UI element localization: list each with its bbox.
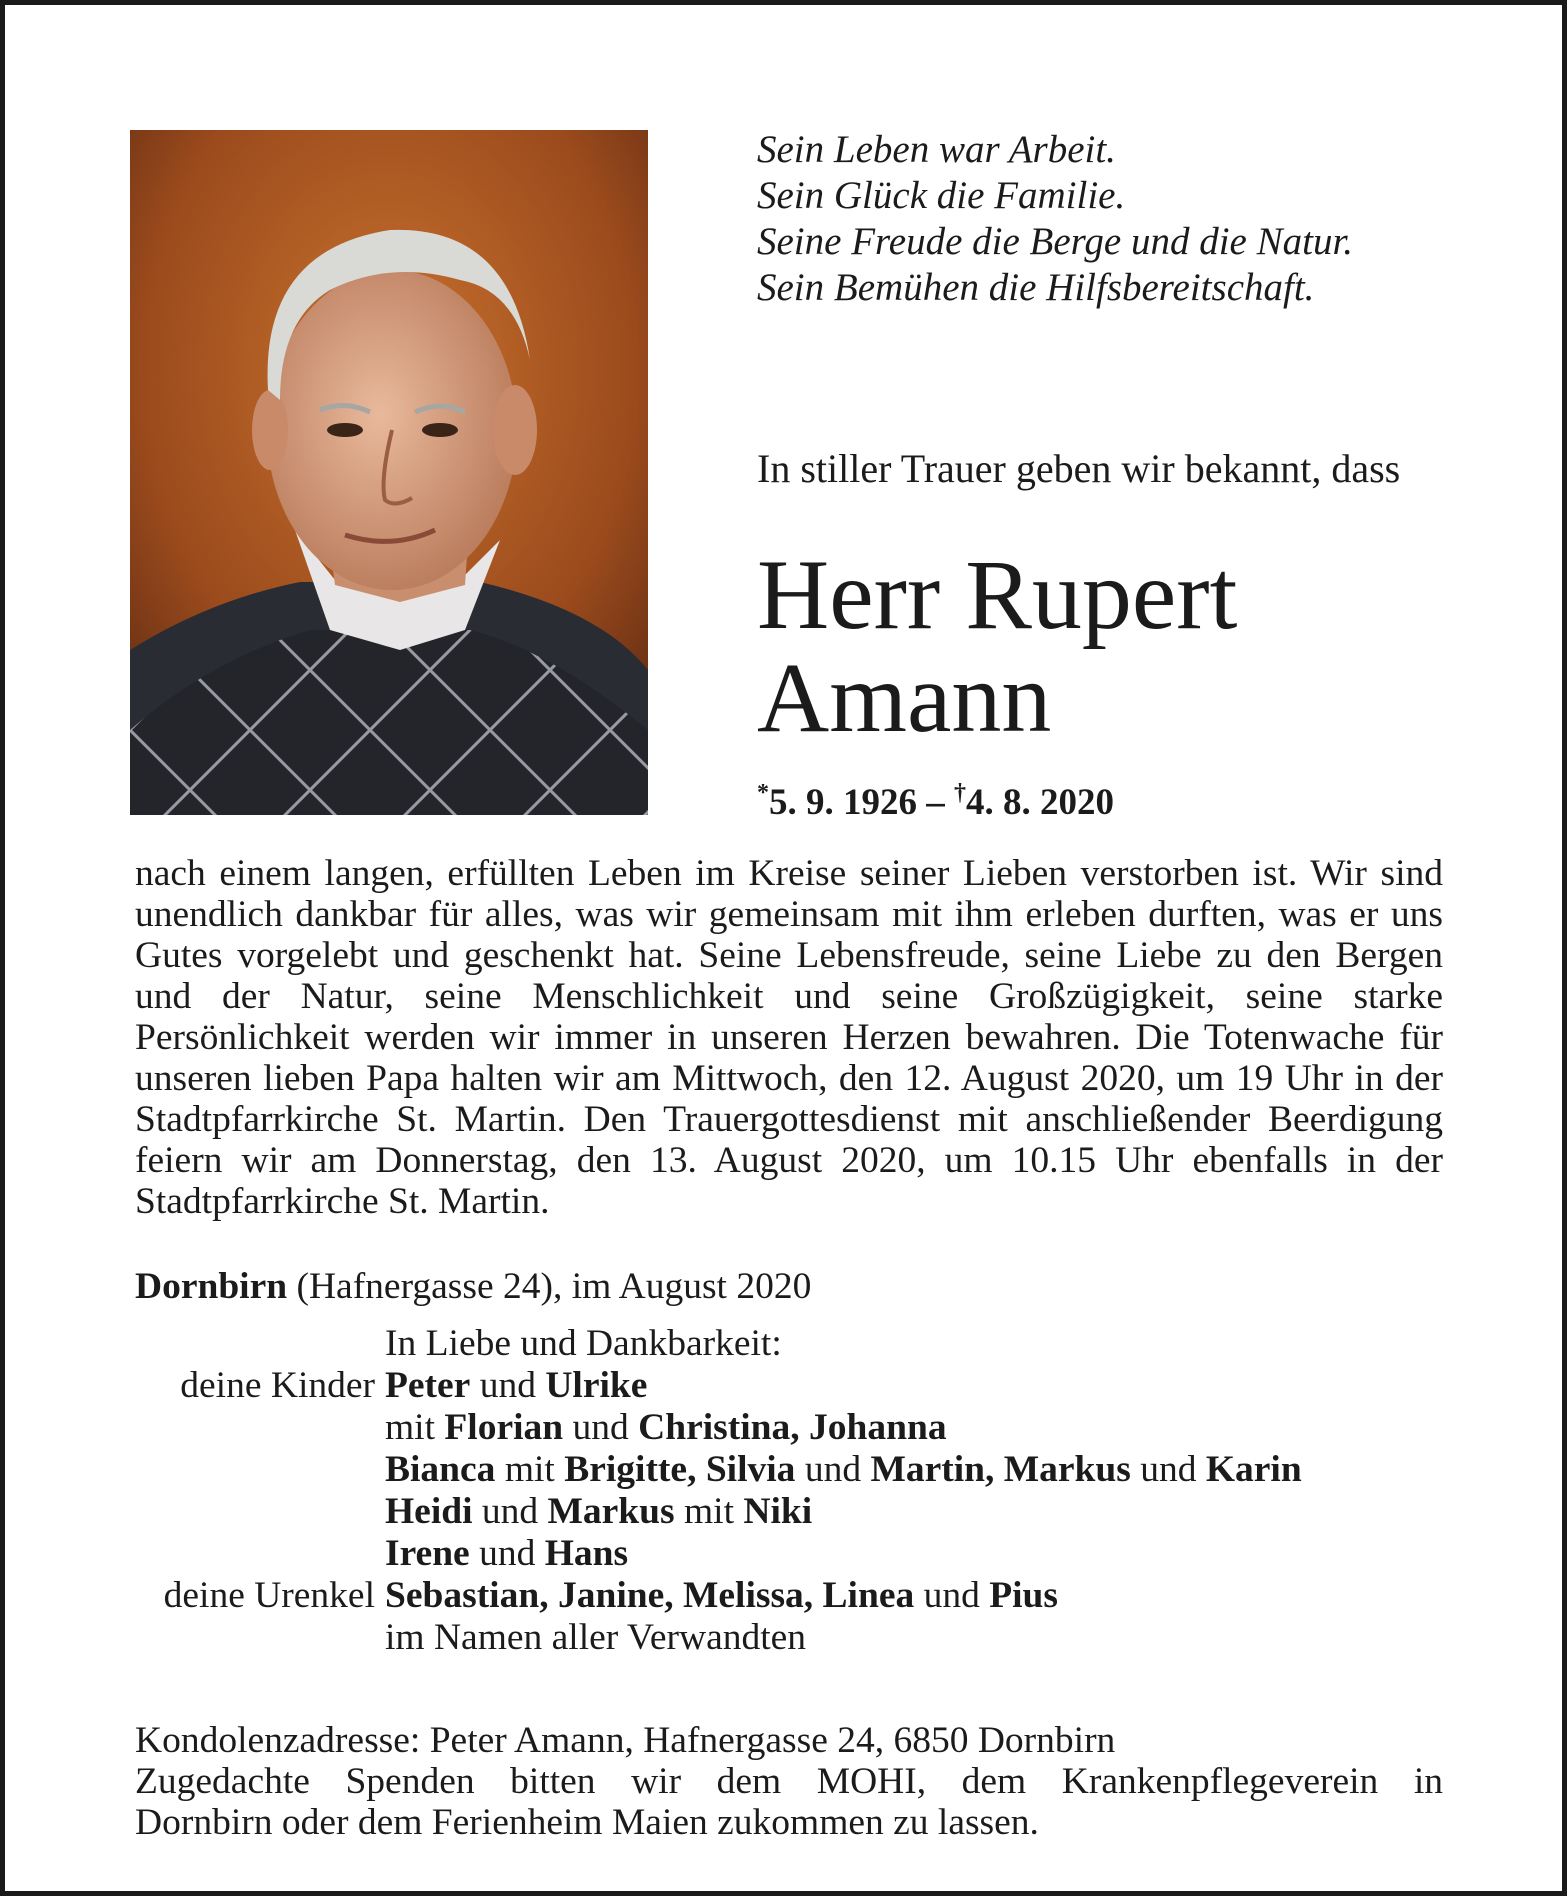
mourners-names: Heidi und Markus mit Niki — [385, 1491, 813, 1532]
place-city: Dornbirn — [135, 1266, 288, 1307]
mourner-name: Heidi — [385, 1491, 473, 1532]
mourners-row — [135, 1533, 1445, 1575]
motto-line: Sein Leben war Arbeit. — [757, 128, 1116, 171]
motto-line: Sein Glück die Familie. — [757, 174, 1126, 217]
mourners-names: Bianca mit Brigitte, Silvia und Martin, Markus und Karin — [385, 1449, 1302, 1490]
birth-date: 5. 9. 1926 — [769, 782, 917, 823]
date-separator: – — [917, 782, 954, 823]
mourners-closing: im Namen aller Verwandten — [385, 1617, 807, 1658]
mourners-names: mit Florian und Christina, Johanna — [385, 1407, 947, 1448]
mourner-name: Ulrike — [545, 1365, 648, 1406]
mourner-name: Markus — [547, 1491, 675, 1532]
mourner-name: Niki — [743, 1491, 813, 1532]
place-and-date — [135, 1265, 811, 1308]
donations-line-2: Dornbirn oder dem Ferienheim Maien zukommen zu lassen. — [135, 1802, 1039, 1843]
motto-verse — [757, 127, 1353, 311]
mourner-name: Sebastian, Janine, Melissa, Linea — [385, 1575, 915, 1616]
mourners-row — [135, 1491, 1445, 1533]
mourner-name: Peter — [385, 1365, 471, 1406]
mourner-name: Martin, Markus — [870, 1449, 1131, 1490]
mourner-name: Florian — [444, 1407, 564, 1448]
death-date: 4. 8. 2020 — [966, 782, 1114, 823]
mourners-names: Peter und Ulrike — [385, 1365, 648, 1406]
mourner-name: Karin — [1205, 1449, 1302, 1490]
mourners-names: Irene und Hans — [385, 1533, 629, 1574]
mourners-names: Sebastian, Janine, Melissa, Linea und Pius — [385, 1575, 1059, 1616]
mourner-name: Pius — [989, 1575, 1059, 1616]
greatgrandchildren-label: deine Urenkel — [163, 1575, 375, 1616]
condolence-address: Kondolenzadresse: Peter Amann, Hafnergasse 24, 6850 Dornbirn — [135, 1720, 1116, 1761]
mourners-row — [135, 1365, 1445, 1407]
mourners-row — [135, 1617, 1445, 1659]
mourner-name: Brigitte, Silvia — [564, 1449, 796, 1490]
mourners-heading: In Liebe und Dankbarkeit: — [385, 1323, 782, 1364]
mourner-name: Christina, Johanna — [638, 1407, 947, 1448]
children-label: deine Kinder — [180, 1365, 375, 1406]
portrait-photo — [130, 130, 648, 815]
motto-line: Sein Bemühen die Hilfsbereitschaft. — [757, 266, 1315, 309]
intro-line: In stiller Trauer geben wir bekannt, dass — [757, 446, 1401, 491]
mourners-row — [135, 1449, 1445, 1491]
mourner-name: Irene — [385, 1533, 470, 1574]
name-line-1: Herr Rupert — [757, 539, 1238, 650]
portrait-illustration — [130, 130, 648, 815]
mourners-row — [135, 1575, 1445, 1617]
donations-line-1: Zugedachte Spenden bitten wir dem MOHI, dem Krankenpflegeverein in — [135, 1761, 1443, 1802]
deceased-name — [757, 539, 1238, 753]
motto-line: Seine Freude die Berge und die Natur. — [757, 220, 1354, 263]
life-dates — [757, 780, 1114, 824]
mourner-name: Hans — [544, 1533, 629, 1574]
birth-symbol: * — [757, 780, 769, 806]
place-rest: (Hafnergasse 24), im August 2020 — [287, 1266, 812, 1307]
name-line-2: Amann — [757, 642, 1052, 753]
mourners-heading-row — [135, 1323, 1445, 1365]
death-symbol: † — [954, 780, 966, 806]
mourner-name: Bianca — [385, 1449, 496, 1490]
mourners-row — [135, 1407, 1445, 1449]
mourners-list — [135, 1323, 1445, 1659]
footer-notes — [135, 1720, 1443, 1843]
obituary-text: nach einem langen, erfüllten Leben im Kreise seiner Lieben verstorben ist. Wir sind unendlich dankbar für alles, was wir gemeinsam mit ihm erleben durften, was er uns Gutes vorgelebt und geschenkt hat. Seine Lebensfreude, seine Liebe zu den Bergen und der Natur, seine Menschlichkeit und seine Großzügigkeit, seine starke Persönlichkeit werden wir immer in unseren Herzen bewahren. Die Totenwache für unseren lieben Papa halten wir am Mittwoch, den 12. August 2020, um 19 Uhr in der Stadtpfarrkirche St. Martin. Den Trauergottesdienst mit anschließender Beerdigung feiern wir am Donnerstag, den 13. August 2020, um 10.15 Uhr ebenfalls in der Stadtpfarrkirche St. Martin. — [135, 853, 1443, 1222]
